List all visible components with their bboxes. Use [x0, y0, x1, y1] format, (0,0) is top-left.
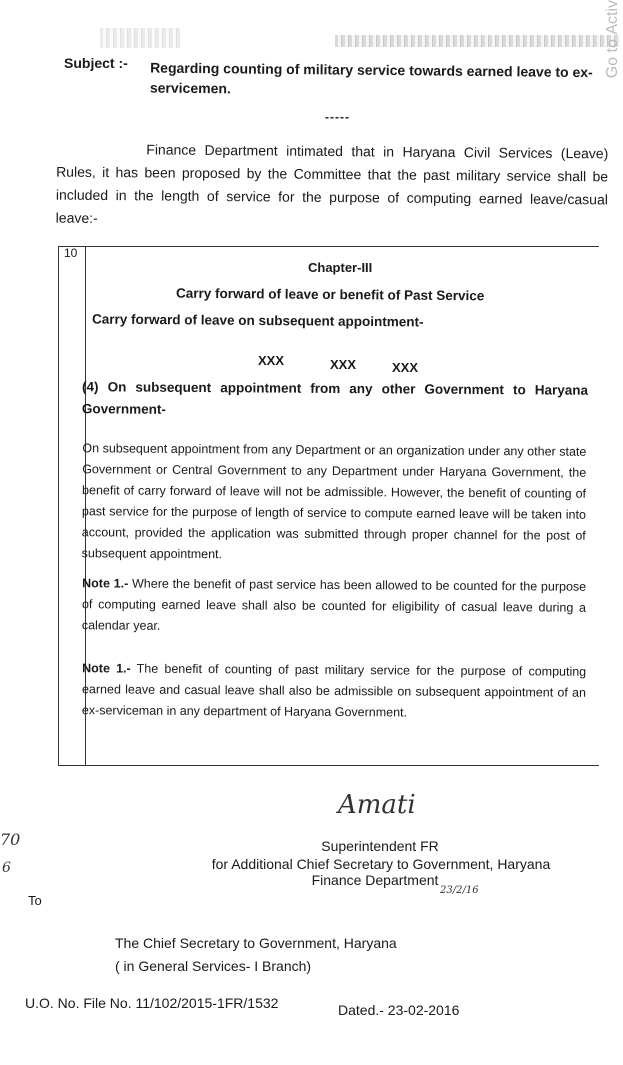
subject-text: Regarding counting of military service towards earned leave to ex-servicemen.	[149, 59, 593, 97]
note-1	[82, 573, 586, 640]
to-label: To	[28, 893, 42, 908]
initial-date: 23/2/16	[440, 885, 479, 896]
signature: Amati	[338, 790, 416, 820]
department: Finance Department	[311, 872, 439, 888]
clause-title: (4) On subsequent appointment from any other Government to Haryana Government-	[81, 379, 589, 417]
watermark-line2: Go to	[604, 39, 621, 79]
note-2-text: The benefit of counting of past military service for the purpose of computing earned leave and casual leave shall also be admissible on subsequent appointment of an ex-serviceman in any department of Haryana Government.	[81, 661, 587, 720]
rule-number: 10	[58, 246, 86, 766]
note-1-label: Note 1.-	[82, 576, 129, 591]
designation: Superintendent FR	[321, 838, 439, 854]
rule-heading: Carry forward of leave or benefit of Past Service	[175, 285, 485, 304]
xxx-3: XXX	[392, 360, 419, 375]
scan-artifact	[335, 35, 620, 47]
subject-label: Subject :-	[64, 55, 128, 71]
dated: Dated.- 23-02-2016	[338, 1002, 460, 1018]
chapter-title: Chapter-III	[308, 260, 373, 275]
note-1-text: Where the benefit of past service has been allowed to be counted for the purpose of computing earned leave shall also be counted for eligibility of casual leave during a calendar year.	[81, 576, 587, 633]
watermark-line1: Activ	[604, 0, 621, 35]
clause-body: On subsequent appointment from any Department or an organization under any other state Government or Central Government to any Department under Haryana Government, the benefit of carry forward of leave will not be admissible. However, the benefit of counting of past service for the purpose of length of service to compute earned leave will be taken into account, provided the application was submitted through proper channel for the post of subsequent appointment.	[81, 441, 587, 562]
uo-number: U.O. No. File No. 11/102/2015-1FR/1532	[25, 995, 279, 1011]
separator: -----	[325, 110, 350, 124]
addressee: The Chief Secretary to Government, Haryana	[115, 935, 397, 951]
addressee-branch: ( in General Services- I Branch)	[115, 958, 312, 974]
note-2-label: Note 1.-	[82, 661, 131, 676]
scan-artifact	[100, 28, 180, 48]
rule-subheading: Carry forward of leave on subsequent appointment-	[91, 311, 424, 330]
margin-note-2: 6	[2, 860, 11, 876]
xxx-1: XXX	[258, 353, 285, 368]
margin-note-1: 70	[0, 830, 21, 849]
for-line: for Additional Chief Secretary to Government, Haryana	[211, 856, 551, 872]
intro-paragraph: Finance Department intimated that in Haryana Civil Services (Leave) Rules, it has been proposed by the Committee that the past military service shall be included in the length of service for the purpose of computing earned leave/casual leave:-	[55, 141, 609, 226]
xxx-2: XXX	[330, 357, 357, 372]
note-2	[82, 658, 586, 725]
